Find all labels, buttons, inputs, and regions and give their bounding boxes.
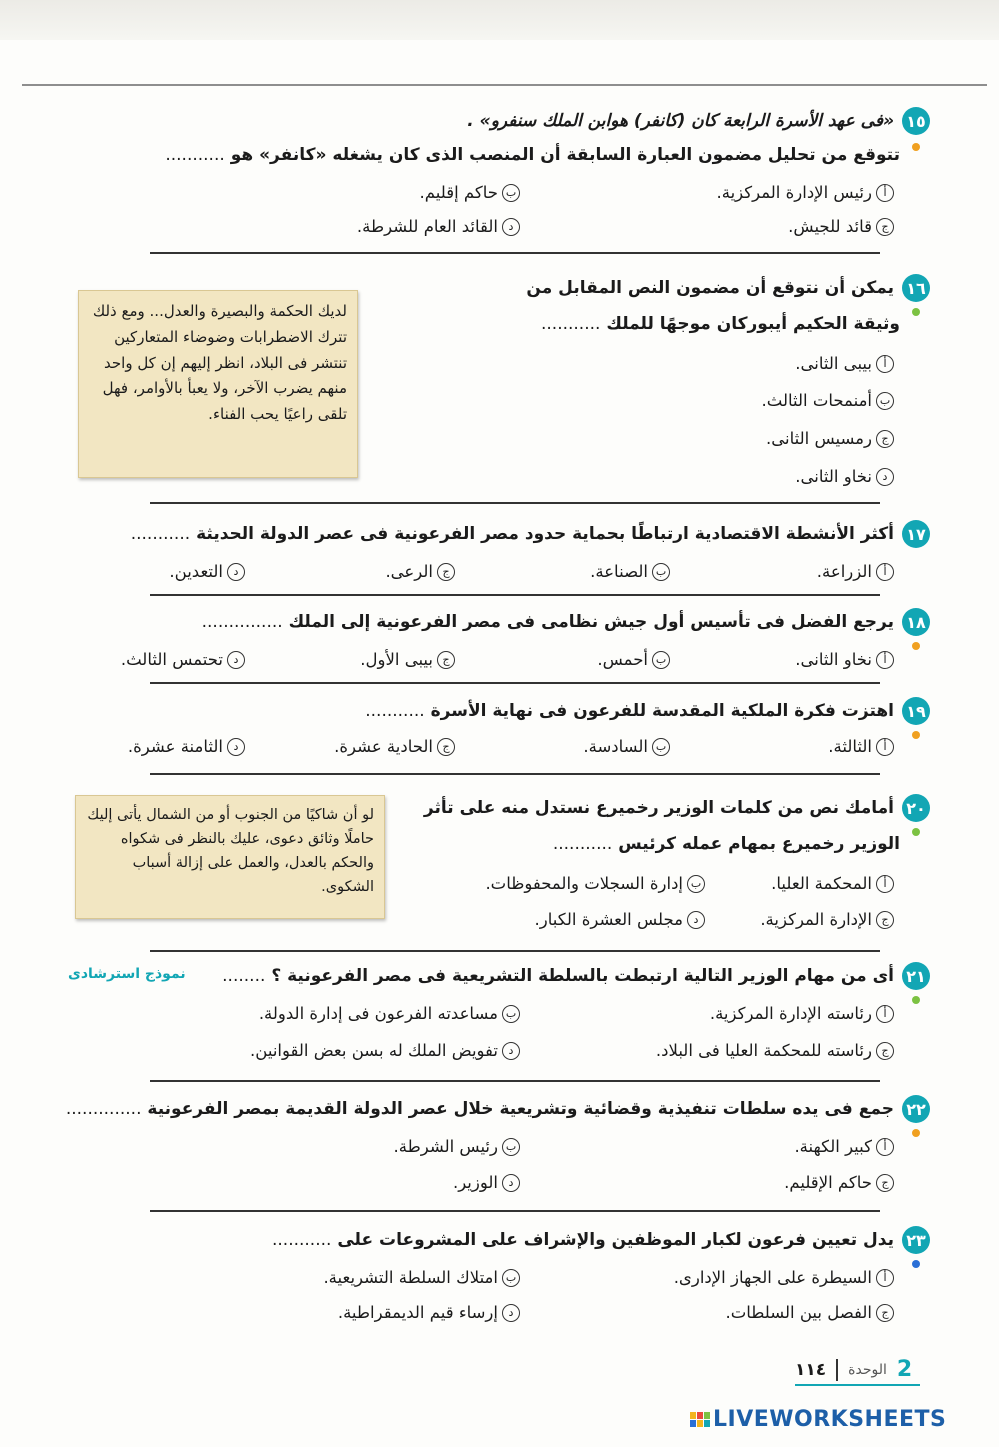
question-number: ٢٠ xyxy=(902,794,930,822)
option-b[interactable]: ب أحمس. xyxy=(597,650,670,669)
option-b[interactable]: ب الصناعة. xyxy=(590,562,670,581)
question-21 xyxy=(60,962,930,1072)
option-letter: د xyxy=(502,218,520,236)
question-15 xyxy=(60,107,930,237)
option-d[interactable]: د تحتمس الثالث. xyxy=(121,650,245,669)
question-number: ١٨ xyxy=(902,608,930,636)
bullet-icon xyxy=(912,1129,920,1137)
option-d[interactable]: د تفويض الملك له بسن بعض القوانين. xyxy=(250,1041,520,1060)
option-c[interactable]: ج الحادية عشرة. xyxy=(334,737,455,756)
option-d[interactable]: د إرساء قيم الديمقراطية. xyxy=(338,1303,520,1322)
quote-box: لو أن شاكيًا من الجنوب أو من الشمال يأتى إليك حاملًا وثائق دعوى، عليك بالنظر فى شكواه والحكم بالعدل، والعمل على إزالة أسباب الشكوى. xyxy=(75,795,385,919)
brand-text: LIVEWORKSHEETS xyxy=(713,1407,947,1432)
option-letter: د xyxy=(502,1174,520,1192)
option-letter: ج xyxy=(437,563,455,581)
option-letter: د xyxy=(227,651,245,669)
option-c[interactable]: ج رئاسته للمحكمة العليا فى البلاد. xyxy=(656,1041,894,1060)
option-letter: ج xyxy=(876,1042,894,1060)
option-letter: ب xyxy=(652,563,670,581)
option-letter: د xyxy=(876,468,894,486)
option-letter: د xyxy=(227,563,245,581)
bullet-icon xyxy=(912,143,920,151)
question-separator xyxy=(150,252,880,254)
option-a[interactable]: أ الزراعة. xyxy=(817,562,894,581)
question-text: أى من مهام الوزير التالية ارتبطت بالسلطة التشريعية فى مصر الفرعونية ؟ ........ xyxy=(222,966,894,986)
option-a[interactable]: أ كبير الكهنة. xyxy=(794,1137,894,1156)
option-b[interactable]: ب امتلاك السلطة التشريعية. xyxy=(323,1268,520,1287)
bullet-icon xyxy=(912,828,920,836)
question-separator xyxy=(150,502,880,504)
question-separator xyxy=(150,1080,880,1082)
question-text: اهتزت فكرة الملكية المقدسة للفرعون فى نهاية الأسرة ........... xyxy=(365,701,894,721)
option-a[interactable]: أ السيطرة على الجهاز الإدارى. xyxy=(674,1268,894,1287)
bullet-icon xyxy=(912,308,920,316)
question-number: ٢٢ xyxy=(902,1095,930,1123)
option-letter: ج xyxy=(876,218,894,236)
question-separator xyxy=(150,594,880,596)
option-letter: ب xyxy=(502,1005,520,1023)
option-letter: أ xyxy=(876,563,894,581)
option-letter: ب xyxy=(652,738,670,756)
question-19 xyxy=(60,697,930,767)
question-text: «فى عهد الأسرة الرابعة كان (كانفر) هوابن الملك سنفرو» . xyxy=(467,111,894,131)
option-letter: ج xyxy=(876,1174,894,1192)
quote-box: لديك الحكمة والبصيرة والعدل... ومع ذلك تترك الاضطرابات وضوضاء المتعاركين تنتشر فى البلاد، انظر إليهم إن كل واحد منهم يضرب الآخر، ولا يعبأ بالأوامر، فهل تلقى راعيًا يحب الفناء. xyxy=(78,290,358,478)
unit-number: 2 xyxy=(896,1357,913,1382)
liveworksheets-brand[interactable] xyxy=(690,1407,946,1432)
question-number: ٢١ xyxy=(902,962,930,990)
question-separator xyxy=(150,682,880,684)
question-line2: الوزير رخميرع بمهام عمله كرئيس ........... xyxy=(552,834,900,854)
option-letter: أ xyxy=(876,738,894,756)
option-d[interactable]: د مجلس العشرة الكبار. xyxy=(535,910,705,929)
option-c[interactable]: ج الفصل بين السلطات. xyxy=(725,1303,894,1322)
option-a[interactable]: أ نخاو الثانى. xyxy=(795,650,894,669)
option-letter: أ xyxy=(876,184,894,202)
option-c[interactable]: ج رمسيس الثانى. xyxy=(766,429,894,448)
option-c[interactable]: ج الرعى. xyxy=(385,562,455,581)
option-letter: ج xyxy=(876,430,894,448)
footer-underline xyxy=(795,1384,920,1386)
question-22 xyxy=(60,1095,930,1205)
option-d[interactable]: د القائد العام للشرطة. xyxy=(357,217,520,236)
page-footer xyxy=(795,1357,912,1382)
option-d[interactable]: د نخاو الثانى. xyxy=(795,467,894,486)
question-number: ١٦ xyxy=(902,274,930,302)
bullet-icon xyxy=(912,996,920,1004)
option-letter: ج xyxy=(437,738,455,756)
scan-top-band xyxy=(0,0,999,40)
option-b[interactable]: ب رئيس الشرطة. xyxy=(394,1137,520,1156)
option-letter: أ xyxy=(876,355,894,373)
question-separator xyxy=(150,773,880,775)
option-c[interactable]: ج حاكم الإقليم. xyxy=(784,1173,894,1192)
option-letter: أ xyxy=(876,1138,894,1156)
question-text: جمع فى يده سلطات تنفيذية وقضائية وتشريعية خلال عصر الدولة القديمة بمصر الفرعونية .............. xyxy=(65,1099,894,1119)
option-letter: ب xyxy=(687,875,705,893)
option-letter: أ xyxy=(876,1005,894,1023)
option-a[interactable]: أ المحكمة العليا. xyxy=(771,874,894,893)
option-b[interactable]: ب مساعدته الفرعون فى إدارة الدولة. xyxy=(259,1004,520,1023)
option-a[interactable]: أ رئيس الإدارة المركزية. xyxy=(716,183,894,202)
option-letter: د xyxy=(687,911,705,929)
question-text: أكثر الأنشطة الاقتصادية ارتباطًا بحماية حدود مصر الفرعونية فى عصر الدولة الحديثة ........... xyxy=(130,524,894,544)
guide-label: نموذج استرشادى xyxy=(68,966,186,982)
option-b[interactable]: ب أمنمحات الثالث. xyxy=(762,391,895,410)
question-17 xyxy=(60,520,930,590)
page-number: ١١٤ xyxy=(795,1359,827,1380)
question-number: ١٧ xyxy=(902,520,930,548)
bullet-icon xyxy=(912,642,920,650)
top-rule xyxy=(22,84,987,86)
question-text: يدل تعيين فرعون لكبار الموظفين والإشراف على المشروعات على ........... xyxy=(271,1230,894,1250)
option-letter: ب xyxy=(502,1138,520,1156)
question-text: يمكن أن نتوقع أن مضمون النص المقابل من xyxy=(526,278,894,298)
option-d[interactable]: د الثامنة عشرة. xyxy=(128,737,245,756)
bullet-icon xyxy=(912,731,920,739)
option-letter: د xyxy=(227,738,245,756)
question-text: يرجع الفضل فى تأسيس أول جيش نظامى فى مصر الفرعونية إلى الملك ............... xyxy=(201,612,894,632)
question-line2: تتوقع من تحليل مضمون العبارة السابقة أن المنصب الذى كان يشغله «كانفر» هو ........... xyxy=(165,145,900,165)
option-c[interactable]: ج قائد للجيش. xyxy=(788,217,894,236)
option-b[interactable]: ب إدارة السجلات والمحفوظات. xyxy=(485,874,705,893)
option-letter: ب xyxy=(502,1269,520,1287)
option-letter: ب xyxy=(502,184,520,202)
option-letter: ج xyxy=(876,1304,894,1322)
option-d[interactable]: د التعدين. xyxy=(169,562,245,581)
question-number: ١٩ xyxy=(902,697,930,725)
option-letter: أ xyxy=(876,875,894,893)
option-letter: أ xyxy=(876,1269,894,1287)
question-number: ٢٣ xyxy=(902,1226,930,1254)
option-a[interactable]: أ بيبى الثانى. xyxy=(795,354,894,373)
option-letter: د xyxy=(502,1042,520,1060)
option-letter: أ xyxy=(876,651,894,669)
option-letter: ج xyxy=(876,911,894,929)
bullet-icon xyxy=(912,1260,920,1268)
option-d[interactable]: د الوزير. xyxy=(453,1173,520,1192)
option-a[interactable]: أ رئاسته الإدارة المركزية. xyxy=(710,1004,894,1023)
option-c[interactable]: ج بيبى الأول. xyxy=(360,650,455,669)
option-letter: ب xyxy=(652,651,670,669)
option-letter: ج xyxy=(437,651,455,669)
question-separator xyxy=(150,1210,880,1212)
question-18 xyxy=(60,608,930,678)
question-23 xyxy=(60,1226,930,1336)
question-number: ١٥ xyxy=(902,107,930,135)
question-separator xyxy=(150,950,880,952)
option-b[interactable]: ب حاكم إقليم. xyxy=(420,183,520,202)
question-line2: وثيقة الحكيم أيبوركان موجهًا للملك ........... xyxy=(540,314,900,334)
question-text: أمامك نص من كلمات الوزير رخميرع نستدل منه على تأثر xyxy=(423,798,894,818)
option-letter: ب xyxy=(876,392,894,410)
option-letter: د xyxy=(502,1304,520,1322)
unit-label: الوحدة xyxy=(848,1361,887,1378)
liveworksheets-logo-icon xyxy=(690,1412,710,1427)
option-b[interactable]: ب السادسة. xyxy=(583,737,670,756)
option-c[interactable]: ج الإدارة المركزية. xyxy=(760,910,894,929)
option-a[interactable]: أ الثالثة. xyxy=(828,737,894,756)
footer-divider xyxy=(836,1359,838,1381)
